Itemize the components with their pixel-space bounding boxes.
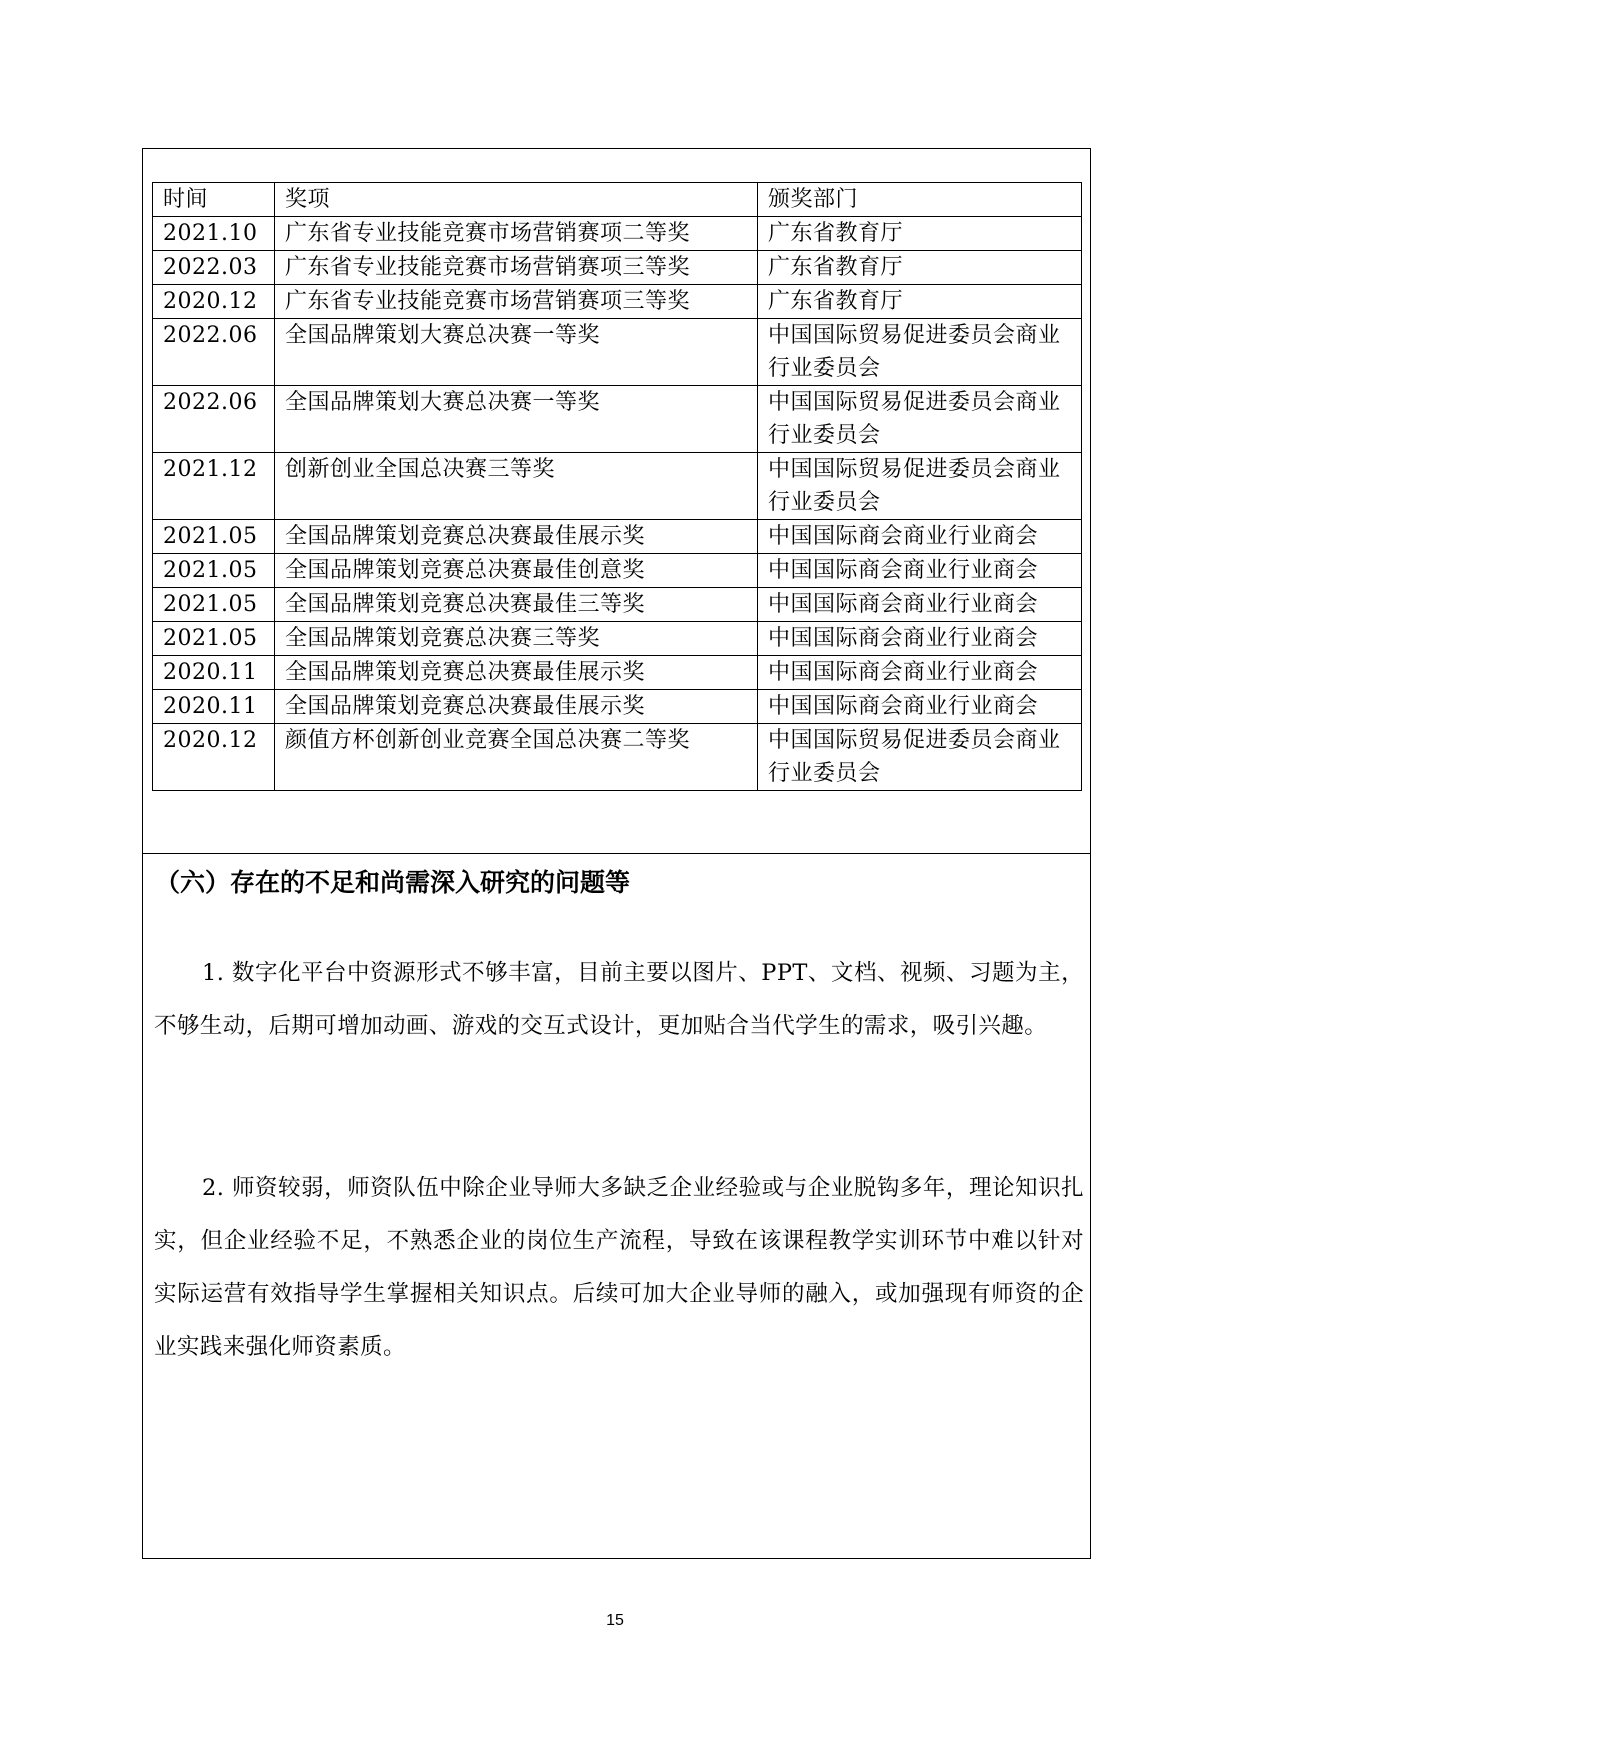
table-row	[153, 285, 1082, 319]
cell-issuer: 中国国际商会商业行业商会	[758, 588, 1082, 622]
table-header-row	[153, 183, 1082, 217]
cell-issuer: 中国国际贸易促进委员会商业行业委员会	[758, 453, 1082, 520]
table-row	[153, 520, 1082, 554]
cell-issuer: 中国国际商会商业行业商会	[758, 656, 1082, 690]
cell-time: 2021.10	[153, 217, 275, 251]
section-paragraph: 2. 师资较弱，师资队伍中除企业导师大多缺乏企业经验或与企业脱钩多年，理论知识扎实，但企业经验不足，不熟悉企业的岗位生产流程，导致在该课程教学实训环节中难以针对实际运营有效指导学生掌握相关知识点。后续可加大企业导师的融入，或加强现有师资的企业实践来强化师资素质。	[154, 1175, 1084, 1360]
cell-award: 全国品牌策划大赛总决赛一等奖	[275, 386, 758, 453]
table-row	[153, 656, 1082, 690]
table-row	[153, 251, 1082, 285]
cell-time: 2021.05	[153, 622, 275, 656]
cell-issuer: 中国国际商会商业行业商会	[758, 520, 1082, 554]
cell-issuer: 广东省教育厅	[758, 251, 1082, 285]
page-number: 15	[606, 1612, 624, 1629]
header-award: 奖项	[275, 183, 758, 217]
cell-time: 2021.05	[153, 520, 275, 554]
header-time: 时间	[153, 183, 275, 217]
cell-award: 全国品牌策划竞赛总决赛最佳展示奖	[275, 690, 758, 724]
section-paragraph: 1. 数字化平台中资源形式不够丰富，目前主要以图片、PPT、文档、视频、习题为主，不够生动，后期可增加动画、游戏的交互式设计，更加贴合当代学生的需求，吸引兴趣。	[154, 960, 1084, 1039]
cell-issuer: 中国国际商会商业行业商会	[758, 690, 1082, 724]
table-row	[153, 622, 1082, 656]
cell-time: 2020.11	[153, 690, 275, 724]
cell-award: 全国品牌策划竞赛总决赛最佳展示奖	[275, 520, 758, 554]
table-row	[153, 588, 1082, 622]
cell-time: 2022.03	[153, 251, 275, 285]
cell-award: 广东省专业技能竞赛市场营销赛项三等奖	[275, 251, 758, 285]
cell-issuer: 中国国际商会商业行业商会	[758, 622, 1082, 656]
cell-time: 2021.05	[153, 588, 275, 622]
table-row	[153, 386, 1082, 453]
report-frame	[142, 148, 1091, 1559]
table-row	[153, 453, 1082, 520]
cell-time: 2022.06	[153, 319, 275, 386]
cell-issuer: 中国国际商会商业行业商会	[758, 554, 1082, 588]
cell-issuer: 中国国际贸易促进委员会商业行业委员会	[758, 386, 1082, 453]
table-row	[153, 724, 1082, 791]
section-title: （六）存在的不足和尚需深入研究的问题等	[155, 868, 631, 897]
cell-issuer: 广东省教育厅	[758, 285, 1082, 319]
cell-time: 2021.12	[153, 453, 275, 520]
cell-time: 2020.12	[153, 724, 275, 791]
cell-award: 全国品牌策划竞赛总决赛最佳三等奖	[275, 588, 758, 622]
cell-issuer: 中国国际贸易促进委员会商业行业委员会	[758, 724, 1082, 791]
header-issuer: 颁奖部门	[758, 183, 1082, 217]
section-divider	[143, 853, 1090, 854]
cell-award: 颜值方杯创新创业竞赛全国总决赛二等奖	[275, 724, 758, 791]
cell-time: 2022.06	[153, 386, 275, 453]
cell-award: 全国品牌策划竞赛总决赛最佳展示奖	[275, 656, 758, 690]
awards-table-body	[153, 183, 1082, 791]
table-row	[153, 690, 1082, 724]
cell-time: 2020.12	[153, 285, 275, 319]
table-row	[153, 554, 1082, 588]
table-row	[153, 217, 1082, 251]
cell-award: 广东省专业技能竞赛市场营销赛项二等奖	[275, 217, 758, 251]
cell-issuer: 中国国际贸易促进委员会商业行业委员会	[758, 319, 1082, 386]
cell-award: 全国品牌策划竞赛总决赛最佳创意奖	[275, 554, 758, 588]
cell-award: 创新创业全国总决赛三等奖	[275, 453, 758, 520]
cell-award: 全国品牌策划大赛总决赛一等奖	[275, 319, 758, 386]
awards-table	[152, 182, 1082, 791]
table-row	[153, 319, 1082, 386]
cell-time: 2021.05	[153, 554, 275, 588]
cell-award: 广东省专业技能竞赛市场营销赛项三等奖	[275, 285, 758, 319]
cell-time: 2020.11	[153, 656, 275, 690]
cell-award: 全国品牌策划竞赛总决赛三等奖	[275, 622, 758, 656]
cell-issuer: 广东省教育厅	[758, 217, 1082, 251]
